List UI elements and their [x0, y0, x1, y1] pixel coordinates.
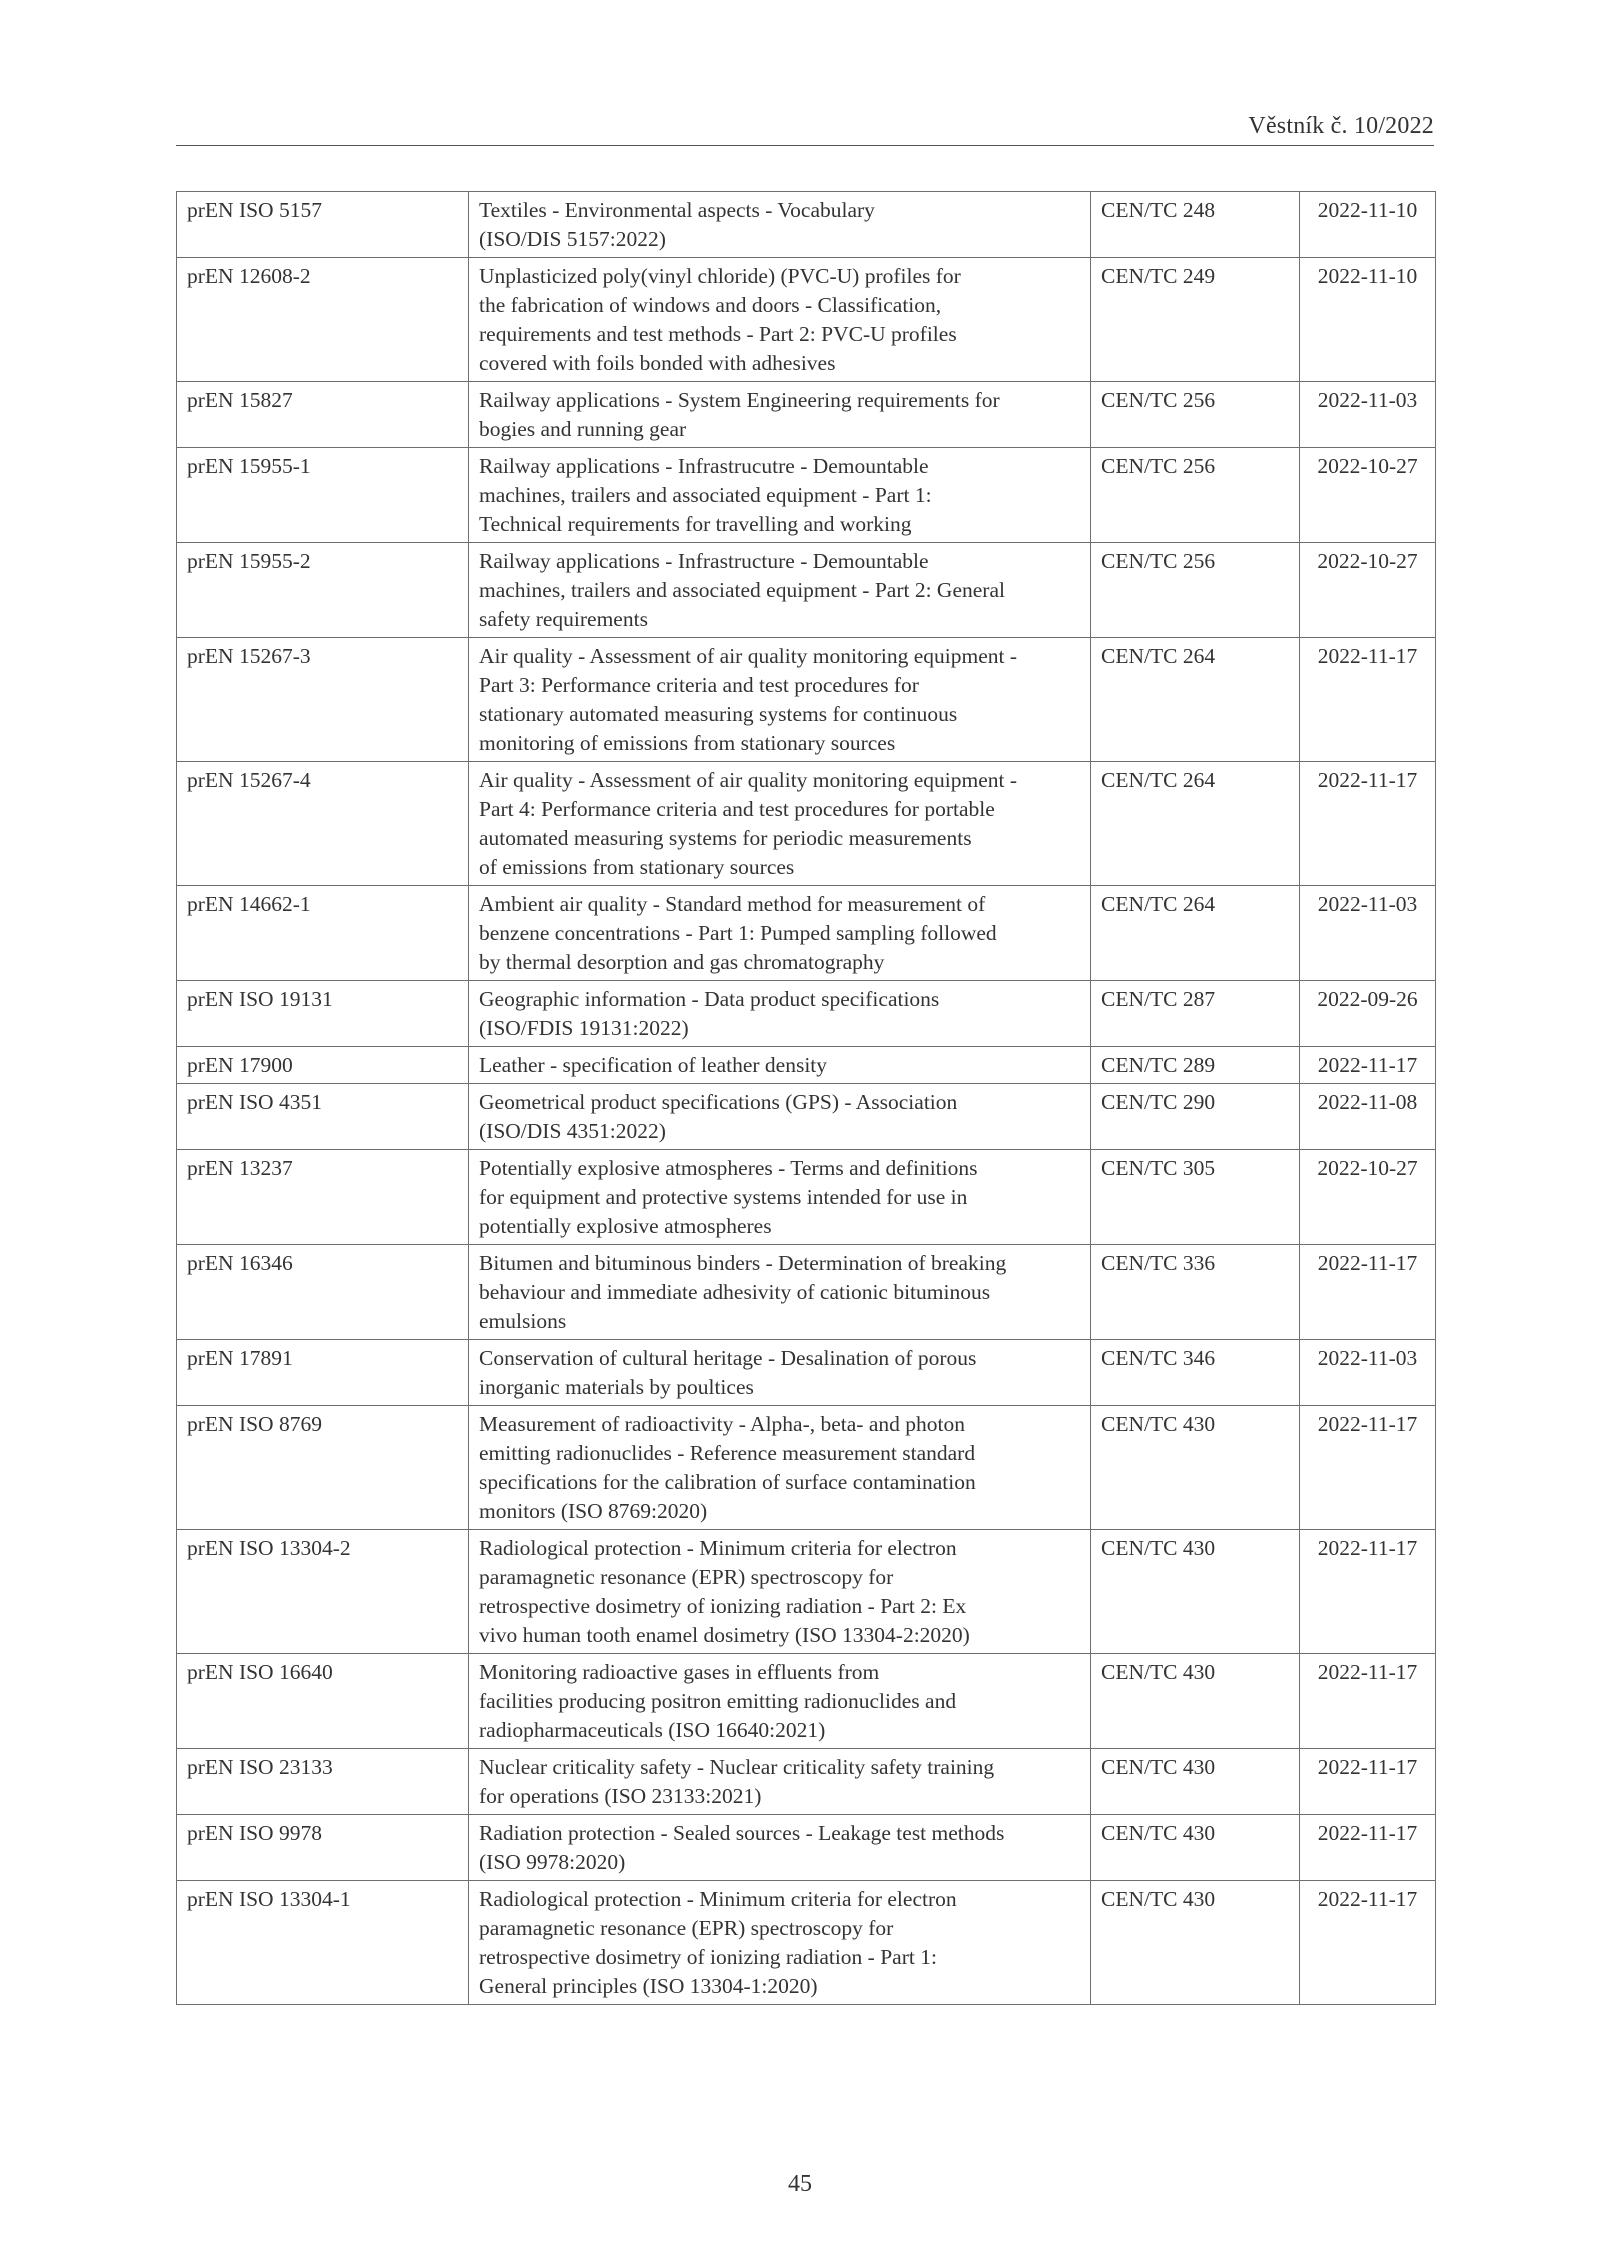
- deadline-date-cell: 2022-11-17: [1300, 1654, 1436, 1749]
- technical-committee-cell: CEN/TC 346: [1091, 1340, 1300, 1406]
- deadline-date-cell: 2022-11-17: [1300, 1815, 1436, 1881]
- standard-code-cell: prEN ISO 19131: [177, 981, 469, 1047]
- table-row: [177, 382, 1436, 448]
- technical-committee-cell: CEN/TC 264: [1091, 638, 1300, 762]
- table-row: [177, 1815, 1436, 1881]
- deadline-date-cell: 2022-11-17: [1300, 1406, 1436, 1530]
- technical-committee-cell: CEN/TC 430: [1091, 1530, 1300, 1654]
- table-row: [177, 886, 1436, 981]
- technical-committee-cell: CEN/TC 430: [1091, 1815, 1300, 1881]
- standard-title-cell: Railway applications - Infrastrucutre - Demountable machines, trailers and associated equipment - Part 1: Technical requirements for travelling and working: [469, 448, 1091, 543]
- standard-code-cell: prEN ISO 13304-2: [177, 1530, 469, 1654]
- table-row: [177, 192, 1436, 258]
- technical-committee-cell: CEN/TC 289: [1091, 1047, 1300, 1084]
- deadline-date-cell: 2022-11-10: [1300, 258, 1436, 382]
- standards-table: [176, 191, 1436, 2005]
- standard-code-cell: prEN 15267-3: [177, 638, 469, 762]
- standard-title-cell: Geometrical product specifications (GPS) - Association (ISO/DIS 4351:2022): [469, 1084, 1091, 1150]
- deadline-date-cell: 2022-11-17: [1300, 1245, 1436, 1340]
- technical-committee-cell: CEN/TC 430: [1091, 1654, 1300, 1749]
- table-row: [177, 762, 1436, 886]
- deadline-date-cell: 2022-11-17: [1300, 762, 1436, 886]
- table-row: [177, 1406, 1436, 1530]
- standard-title-cell: Air quality - Assessment of air quality monitoring equipment - Part 3: Performance criteria and test procedures for stationary automated measuring systems for continuous monitoring of emissions from stationary sources: [469, 638, 1091, 762]
- table-row: [177, 1150, 1436, 1245]
- standard-code-cell: prEN ISO 9978: [177, 1815, 469, 1881]
- deadline-date-cell: 2022-10-27: [1300, 448, 1436, 543]
- standard-title-cell: Measurement of radioactivity - Alpha-, beta- and photon emitting radionuclides - Reference measurement standard specifications for the calibration of surface contamination monitors (ISO 8769:2020): [469, 1406, 1091, 1530]
- table-row: [177, 258, 1436, 382]
- standard-title-cell: Unplasticized poly(vinyl chloride) (PVC-U) profiles for the fabrication of windows and doors - Classification, requirements and test methods - Part 2: PVC-U profiles covered with foils bonded with adhesives: [469, 258, 1091, 382]
- standards-table-body: [177, 192, 1436, 2005]
- standard-title-cell: Railway applications - Infrastructure - Demountable machines, trailers and associated equipment - Part 2: General safety requirements: [469, 543, 1091, 638]
- table-row: [177, 1245, 1436, 1340]
- standard-code-cell: prEN 17900: [177, 1047, 469, 1084]
- standard-title-cell: Conservation of cultural heritage - Desalination of porous inorganic materials by poultices: [469, 1340, 1091, 1406]
- technical-committee-cell: CEN/TC 290: [1091, 1084, 1300, 1150]
- standard-code-cell: prEN ISO 16640: [177, 1654, 469, 1749]
- table-row: [177, 1530, 1436, 1654]
- standard-code-cell: prEN 15955-2: [177, 543, 469, 638]
- standard-code-cell: prEN 15267-4: [177, 762, 469, 886]
- technical-committee-cell: CEN/TC 264: [1091, 886, 1300, 981]
- table-row: [177, 448, 1436, 543]
- table-row: [177, 1084, 1436, 1150]
- standard-code-cell: prEN 16346: [177, 1245, 469, 1340]
- header-divider: [176, 145, 1434, 146]
- standard-title-cell: Textiles - Environmental aspects - Vocabulary (ISO/DIS 5157:2022): [469, 192, 1091, 258]
- deadline-date-cell: 2022-11-03: [1300, 886, 1436, 981]
- deadline-date-cell: 2022-11-17: [1300, 1749, 1436, 1815]
- technical-committee-cell: CEN/TC 430: [1091, 1749, 1300, 1815]
- table-row: [177, 1654, 1436, 1749]
- deadline-date-cell: 2022-11-17: [1300, 638, 1436, 762]
- deadline-date-cell: 2022-11-03: [1300, 382, 1436, 448]
- standard-title-cell: Monitoring radioactive gases in effluents from facilities producing positron emitting radionuclides and radiopharmaceuticals (ISO 16640:2021): [469, 1654, 1091, 1749]
- table-row: [177, 1881, 1436, 2005]
- journal-issue-label: Věstník č. 10/2022: [1248, 113, 1434, 139]
- standard-title-cell: Potentially explosive atmospheres - Terms and definitions for equipment and protective systems intended for use in potentially explosive atmospheres: [469, 1150, 1091, 1245]
- deadline-date-cell: 2022-11-17: [1300, 1047, 1436, 1084]
- technical-committee-cell: CEN/TC 264: [1091, 762, 1300, 886]
- standard-title-cell: Radiological protection - Minimum criteria for electron paramagnetic resonance (EPR) spectroscopy for retrospective dosimetry of ionizing radiation - Part 1: General principles (ISO 13304-1:2020): [469, 1881, 1091, 2005]
- standard-code-cell: prEN 15955-1: [177, 448, 469, 543]
- page-number: 45: [788, 2171, 812, 2197]
- standard-title-cell: Geographic information - Data product specifications (ISO/FDIS 19131:2022): [469, 981, 1091, 1047]
- technical-committee-cell: CEN/TC 249: [1091, 258, 1300, 382]
- deadline-date-cell: 2022-11-17: [1300, 1530, 1436, 1654]
- standard-title-cell: Railway applications - System Engineering requirements for bogies and running gear: [469, 382, 1091, 448]
- technical-committee-cell: CEN/TC 248: [1091, 192, 1300, 258]
- deadline-date-cell: 2022-10-27: [1300, 1150, 1436, 1245]
- table-row: [177, 1047, 1436, 1084]
- standard-title-cell: Ambient air quality - Standard method for measurement of benzene concentrations - Part 1: Pumped sampling followed by thermal desorption and gas chromatography: [469, 886, 1091, 981]
- standard-code-cell: prEN 15827: [177, 382, 469, 448]
- deadline-date-cell: 2022-10-27: [1300, 543, 1436, 638]
- table-row: [177, 638, 1436, 762]
- technical-committee-cell: CEN/TC 430: [1091, 1881, 1300, 2005]
- deadline-date-cell: 2022-11-08: [1300, 1084, 1436, 1150]
- technical-committee-cell: CEN/TC 256: [1091, 382, 1300, 448]
- standard-code-cell: prEN 13237: [177, 1150, 469, 1245]
- table-row: [177, 981, 1436, 1047]
- standard-code-cell: prEN ISO 8769: [177, 1406, 469, 1530]
- standard-title-cell: Leather - specification of leather density: [469, 1047, 1091, 1084]
- deadline-date-cell: 2022-11-10: [1300, 192, 1436, 258]
- standard-code-cell: prEN ISO 5157: [177, 192, 469, 258]
- standard-code-cell: prEN ISO 4351: [177, 1084, 469, 1150]
- table-row: [177, 543, 1436, 638]
- deadline-date-cell: 2022-11-03: [1300, 1340, 1436, 1406]
- deadline-date-cell: 2022-11-17: [1300, 1881, 1436, 2005]
- standard-code-cell: prEN ISO 13304-1: [177, 1881, 469, 2005]
- table-row: [177, 1340, 1436, 1406]
- standard-code-cell: prEN 12608-2: [177, 258, 469, 382]
- standard-title-cell: Nuclear criticality safety - Nuclear criticality safety training for operations (ISO 23133:2021): [469, 1749, 1091, 1815]
- standard-code-cell: prEN 17891: [177, 1340, 469, 1406]
- deadline-date-cell: 2022-09-26: [1300, 981, 1436, 1047]
- technical-committee-cell: CEN/TC 256: [1091, 543, 1300, 638]
- standard-title-cell: Bitumen and bituminous binders - Determination of breaking behaviour and immediate adhesivity of cationic bituminous emulsions: [469, 1245, 1091, 1340]
- standard-title-cell: Radiological protection - Minimum criteria for electron paramagnetic resonance (EPR) spectroscopy for retrospective dosimetry of ionizing radiation - Part 2: Ex vivo human tooth enamel dosimetry (ISO 13304-2:2020): [469, 1530, 1091, 1654]
- standard-title-cell: Air quality - Assessment of air quality monitoring equipment - Part 4: Performance criteria and test procedures for portable automated measuring systems for periodic measurements of emissions from stationary sources: [469, 762, 1091, 886]
- table-row: [177, 1749, 1436, 1815]
- technical-committee-cell: CEN/TC 336: [1091, 1245, 1300, 1340]
- standard-code-cell: prEN ISO 23133: [177, 1749, 469, 1815]
- technical-committee-cell: CEN/TC 256: [1091, 448, 1300, 543]
- standard-code-cell: prEN 14662-1: [177, 886, 469, 981]
- technical-committee-cell: CEN/TC 430: [1091, 1406, 1300, 1530]
- technical-committee-cell: CEN/TC 287: [1091, 981, 1300, 1047]
- standard-title-cell: Radiation protection - Sealed sources - Leakage test methods (ISO 9978:2020): [469, 1815, 1091, 1881]
- technical-committee-cell: CEN/TC 305: [1091, 1150, 1300, 1245]
